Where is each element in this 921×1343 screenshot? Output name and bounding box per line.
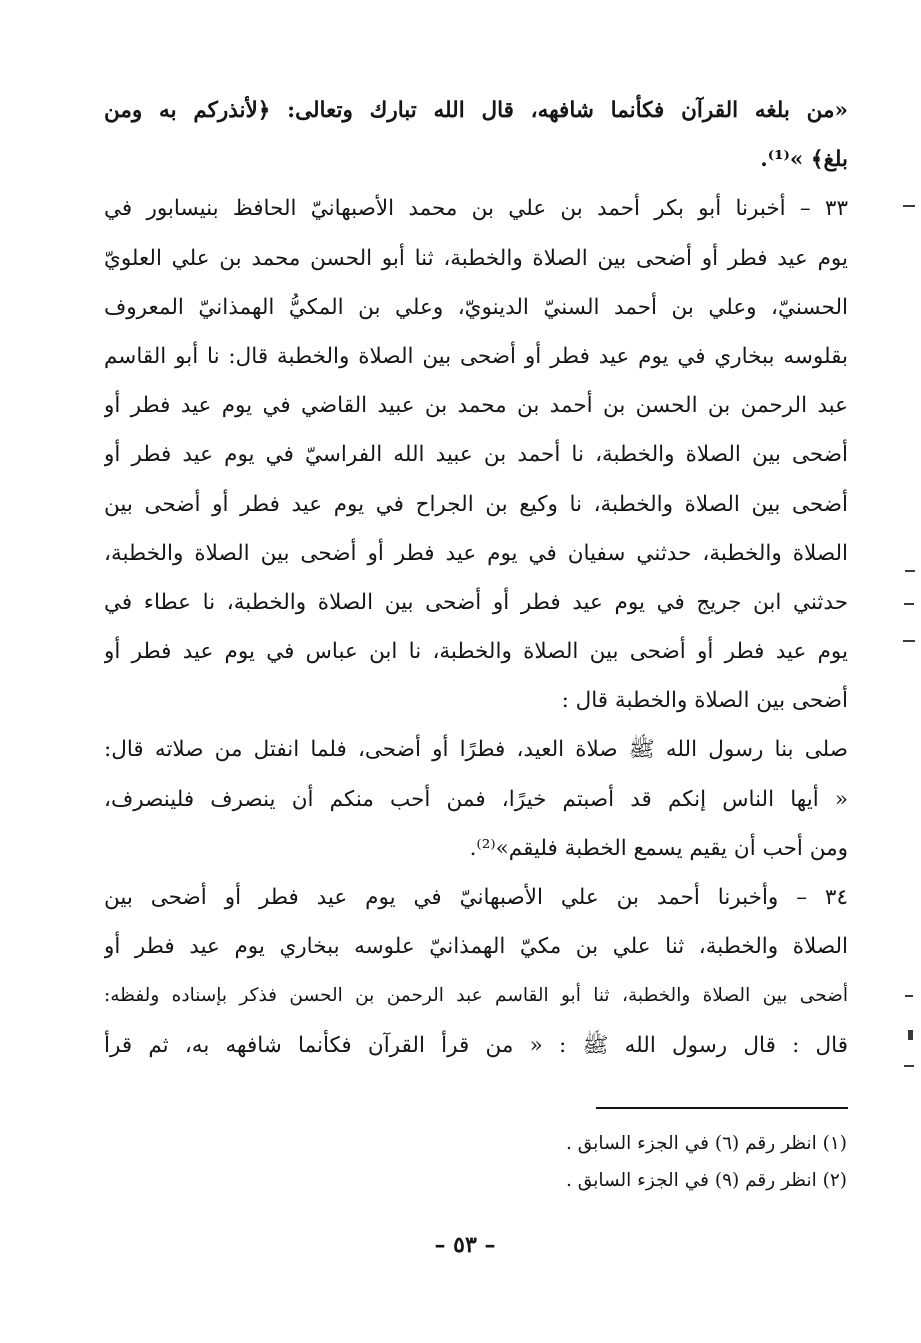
text-line: يوم عيد فطر أو أضحى بين الصلاة والخطبة، ثنا أبو الحسن محمد بن علي العلويّ (104, 245, 848, 271)
page-number: – ٥٣ – (434, 1232, 496, 1258)
text-line: أضحى بين الصلاة والخطبة قال : (561, 688, 848, 714)
hadith-33-start: ٣٣ – أخبرنا أبو بكر أحمد بن علي بن محمد الأصبهانيّ الحافظ بنيسابور في (104, 196, 848, 222)
scan-mark (904, 1065, 914, 1067)
text-line: عبد الرحمن بن الحسن بن أحمد بن محمد بن عبيد القاضي في يوم عيد فطر أو (104, 393, 848, 419)
scan-mark (904, 603, 914, 605)
scan-mark (905, 995, 913, 997)
scan-mark (908, 1030, 913, 1040)
text-line: «من بلغه القرآن فكأنما شافهه، قال الله تبارك وتعالى: ﴿لأنذركم به ومن (104, 98, 848, 123)
text-line: قال : قال رسول الله ﷺ : « من قرأ القرآن فكأنما شافهه به، ثم قرأ (104, 1032, 848, 1058)
footnotes (400, 1125, 847, 1199)
text-line: بلغ﴾ »⁽¹⁾. (760, 147, 848, 173)
text-line: يوم عيد فطر أو أضحى بين الصلاة والخطبة، نا ابن عباس في يوم عيد فطر أو (104, 639, 848, 665)
text-line: أضحى بين الصلاة والخطبة، ثنا أبو القاسم عبد الرحمن بن الحسن فذكر بإسناده ولفظه: (104, 985, 848, 1007)
hadith-34-start: ٣٤ – وأخبرنا أحمد بن علي الأصبهانيّ في يوم عيد فطر أو أضحى بين (104, 885, 848, 910)
footnote-2: (٢) انظر رقم (٩) في الجزء السابق . (566, 1170, 847, 1191)
scan-mark (903, 205, 915, 207)
text-line: الحسنيّ، وعلي بن أحمد السنيّ الدينويّ، وعلي بن المكيُّ الهمذانيّ المعروف (104, 294, 848, 320)
body-text (104, 86, 848, 1070)
text-line: أضحى بين الصلاة والخطبة، نا وكيع بن الجراح في يوم عيد فطر أو أضحى بين (104, 491, 848, 517)
footnote-1: (١) انظر رقم (٦) في الجزء السابق . (566, 1133, 847, 1154)
text-line: بقلوسه ببخاري في يوم عيد فطر أو أضحى بين الصلاة والخطبة قال: نا أبو القاسم (104, 343, 848, 369)
footnote-separator (596, 1107, 848, 1109)
scan-mark (905, 570, 915, 572)
text-line: حدثني ابن جريج في يوم عيد فطر أو أضحى بين الصلاة والخطبة، نا عطاء في (104, 589, 848, 615)
text-line: أضحى بين الصلاة والخطبة، نا أحمد بن عبيد الله الفراسيّ في يوم عيد فطر أو (104, 442, 848, 468)
text-line: « أيها الناس إنكم قد أصبتم خيرًا، فمن أحب منكم أن ينصرف فلينصرف، (104, 786, 848, 812)
text-line: الصلاة والخطبة، ثنا علي بن مكيّ الهمذانيّ علوسه ببخاري يوم عيد فطر أو (104, 934, 848, 960)
scan-mark (903, 640, 915, 642)
text-line: ومن أحب أن يقيم يسمع الخطبة فليقم»⁽²⁾. (469, 835, 848, 861)
text-line: الصلاة والخطبة، حدثني سفيان في يوم عيد فطر أو أضحى بين الصلاة والخطبة، (104, 540, 848, 566)
text-line: صلى بنا رسول الله ﷺ صلاة العيد، فطرًا أو أضحى، فلما انفتل من صلاته قال: (104, 737, 848, 763)
